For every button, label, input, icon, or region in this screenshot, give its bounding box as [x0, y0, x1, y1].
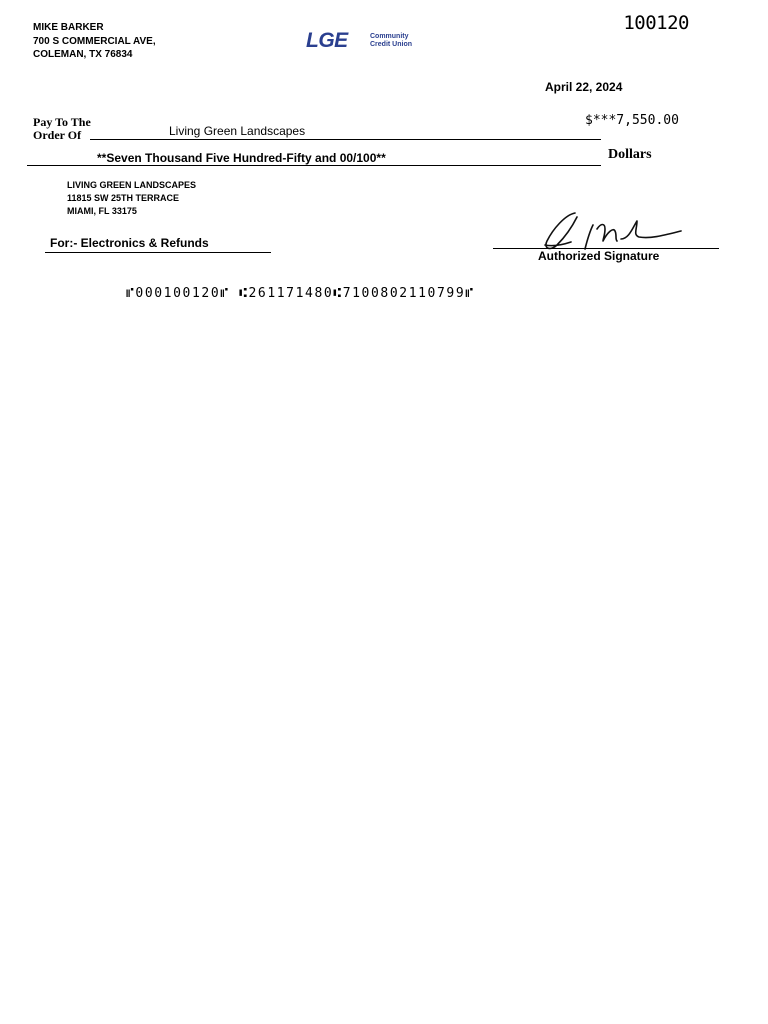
- payer-name: MIKE BARKER: [33, 22, 104, 33]
- check-number: 100120: [623, 12, 689, 34]
- dollars-label: Dollars: [608, 147, 652, 162]
- memo-underline: [45, 252, 271, 253]
- payee-address-block: [67, 179, 196, 218]
- amount-in-words: **Seven Thousand Five Hundred-Fifty and 00/100**: [97, 151, 386, 165]
- signature-label: Authorized Signature: [538, 249, 660, 263]
- micr-line: ⑈000100120⑈ ⑆261171480⑆7100802110799⑈: [126, 286, 475, 301]
- pay-to-label: [33, 116, 91, 142]
- signature-image: [535, 195, 695, 255]
- payer-address-line1: 700 S COMMERCIAL AVE,: [33, 35, 156, 47]
- pay-to-label-line1: Pay To The: [33, 115, 91, 129]
- bank-logo: [306, 29, 418, 53]
- payer-block: [33, 21, 156, 62]
- check: [0, 0, 768, 320]
- bank-logo-line1: Community: [370, 33, 409, 40]
- payee-underline: [90, 139, 601, 140]
- bank-logo-text: [370, 33, 412, 49]
- pay-to-label-line2: Order Of: [33, 128, 82, 142]
- check-date: April 22, 2024: [545, 80, 623, 94]
- payee-address-name: LIVING GREEN LANDSCAPES: [67, 180, 197, 190]
- memo: For:- Electronics & Refunds: [50, 236, 209, 250]
- amount-box: $***7,550.00: [585, 113, 679, 128]
- amount-words-underline: [27, 165, 601, 166]
- bank-logo-mark: LGE: [306, 29, 348, 52]
- payee-name: Living Green Landscapes: [169, 124, 306, 138]
- payee-address-line2: MIAMI, FL 33175: [67, 206, 137, 216]
- bank-logo-line2: Credit Union: [370, 41, 412, 48]
- payer-address-line2: COLEMAN, TX 76834: [33, 49, 133, 60]
- payee-address-line1: 11815 SW 25TH TERRACE: [67, 193, 180, 203]
